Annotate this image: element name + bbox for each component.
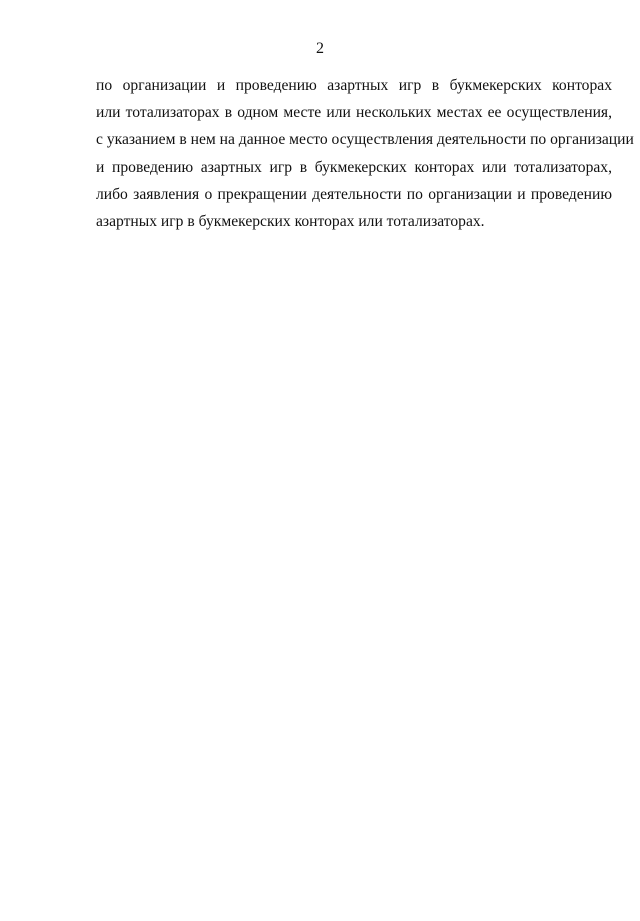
text-line: с указанием в нем на данное место осуществления деятельности по организации (96, 131, 634, 149)
text-line: и проведению азартных игр в букмекерских конторах или тотализаторах, (96, 158, 612, 176)
text-line: или тотализаторах в одном месте или нескольких местах ее осуществления, (96, 104, 612, 122)
body-paragraph (96, 72, 634, 235)
text-line: азартных игр в букмекерских конторах или тотализаторах. (96, 213, 485, 231)
text-line: либо заявления о прекращении деятельности по организации и проведению (96, 185, 612, 203)
text-line: по организации и проведению азартных игр в букмекерских конторах (96, 77, 612, 94)
page-number: 2 (316, 40, 324, 57)
